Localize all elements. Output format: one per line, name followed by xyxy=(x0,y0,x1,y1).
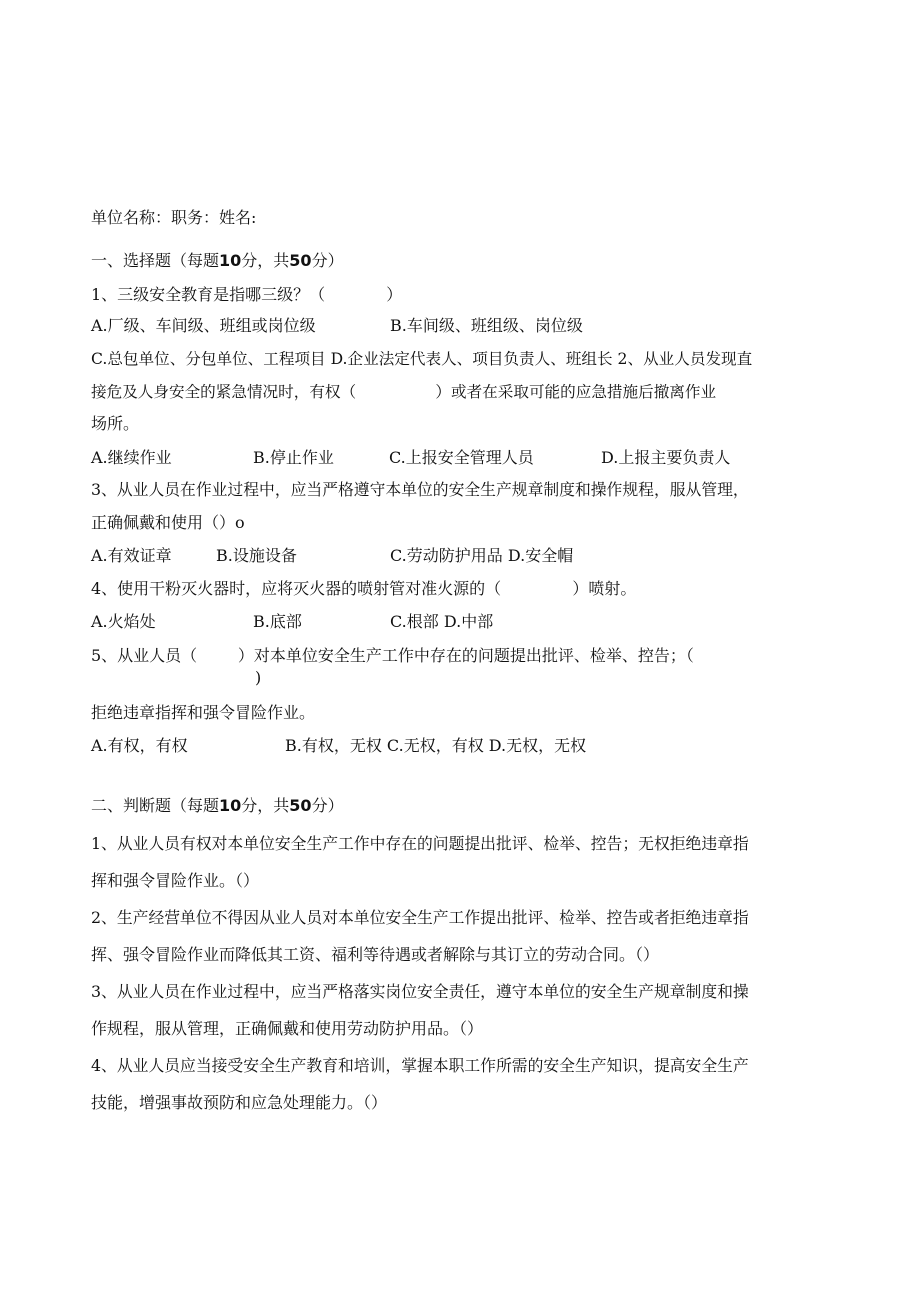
q4-stem: 4、使用干粉灭火器时，应将灭火器的喷射管对准火源的（ ）喷射。 xyxy=(91,579,637,598)
q2-option-c: C.上报安全管理人员 xyxy=(389,448,534,467)
section1-title-b: 分，共 xyxy=(241,251,290,270)
judge4-line2: 技能，增强事故预防和应急处理能力。（） xyxy=(91,1093,388,1112)
section1-title-c: 分） xyxy=(311,251,344,270)
q5-stem-end: 拒绝违章指挥和强令冒险作业。 xyxy=(91,703,316,722)
section2-title xyxy=(91,796,344,816)
q1-option-a: A.厂级、车间级、班组或岗位级 xyxy=(91,316,316,335)
section1-title-a: 一、选择题（每题 xyxy=(91,251,220,270)
q3-option-cd: C.劳动防护用品 D.安全帽 xyxy=(390,546,574,565)
section1-points-total: 50 xyxy=(289,251,312,270)
section2-points-total: 50 xyxy=(289,796,312,815)
q2-option-d: D.上报主要负责人 xyxy=(601,448,731,467)
q5-stem: 5、从业人员（ ）对本单位安全生产工作中存在的问题提出批评、检举、控告；（ xyxy=(91,646,694,665)
judge2-line2: 挥、强令冒险作业而降低其工资、福利等待遇或者解除与其订立的劳动合同。（） xyxy=(91,945,660,964)
section2-points-each: 10 xyxy=(219,796,242,815)
judge1-line1: 1、从业人员有权对本单位安全生产工作中存在的问题提出批评、检举、控告；无权拒绝违章指 xyxy=(91,834,749,853)
judge1-line2: 挥和强令冒险作业。（） xyxy=(91,871,260,890)
q4-option-a: A.火焰处 xyxy=(91,612,156,631)
section1-title xyxy=(91,251,344,271)
judge2-line1: 2、生产经营单位不得因从业人员对本单位安全生产工作提出批评、检举、控告或者拒绝违章指 xyxy=(91,908,749,927)
q1-line3: C.总包单位、分包单位、工程项目 D.企业法定代表人、项目负责人、班组长 2、从业人员发现直 xyxy=(91,350,753,368)
q2-stem-end: 场所。 xyxy=(91,414,140,433)
header-info-line: 单位名称：职务：姓名: xyxy=(91,208,257,227)
section2-title-a: 二、判断题（每题 xyxy=(91,796,220,815)
q3-stem: 3、从业人员在作业过程中，应当严格遵守本单位的安全生产规章制度和操作规程，服从管理， xyxy=(91,480,749,499)
section2-title-c: 分） xyxy=(311,796,344,815)
q4-option-b: B.底部 xyxy=(253,612,302,631)
q4-option-cd: C.根部 D.中部 xyxy=(390,612,494,631)
section1-points-each: 10 xyxy=(219,251,242,270)
q2-stem: 接危及人身安全的紧急情况时，有权（ ）或者在采取可能的应急措施后撤离作业 xyxy=(91,383,717,401)
q2-option-a: A.继续作业 xyxy=(91,448,172,467)
section2-title-b: 分，共 xyxy=(241,796,290,815)
judge3-line2: 作规程，服从管理，正确佩戴和使用劳动防护用品。（） xyxy=(91,1019,484,1038)
q1-stem: 1、三级安全教育是指哪三级？（ ） xyxy=(91,285,403,304)
judge3-line1: 3、从业人员在作业过程中，应当严格落实岗位安全责任，遵守本单位的安全生产规章制度和操 xyxy=(91,982,749,1001)
q2-option-b: B.停止作业 xyxy=(253,448,334,467)
q5-option-a: A.有权，有权 xyxy=(91,736,188,755)
q5-option-bcd: B.有权，无权 C.无权，有权 D.无权，无权 xyxy=(285,736,587,755)
q5-stem-close: ) xyxy=(255,668,262,687)
judge4-line1: 4、从业人员应当接受安全生产教育和培训，掌握本职工作所需的安全生产知识，提高安全生产 xyxy=(91,1056,749,1075)
q1-option-b: B.车间级、班组级、岗位级 xyxy=(390,316,583,335)
q3-option-a: A.有效证章 xyxy=(91,546,172,565)
q3-stem-end: 正确佩戴和使用（）o xyxy=(91,513,245,532)
q3-option-b: B.设施设备 xyxy=(216,546,297,565)
